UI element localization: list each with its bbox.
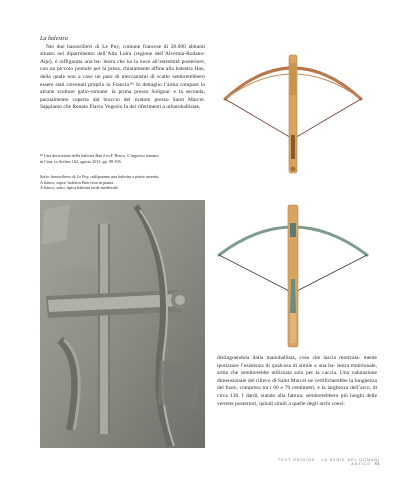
left-body-text — [40, 44, 205, 112]
image-captions — [40, 174, 205, 191]
running-head: TEXT ORIGINE · LA SERIE DEL DOMANI ANTICO — [277, 458, 380, 466]
caption-line: Sotto: bassorilievo di Le Puy, raffigurante una balestra a pietre inserita. — [40, 174, 160, 179]
text-line: tra i 60 e 70 centimetri, e la larghezza dell’arco, di circa 130. — [217, 385, 378, 399]
text-line: verrette posteriori, quindi simili a quelle degli archi coevi. — [217, 400, 345, 407]
right-body-text — [217, 355, 377, 408]
le-puy-relief-image — [40, 200, 205, 448]
text-line: Renato Flavio Vegezio fa dei riferimenti a urbaroballistae, — [72, 104, 201, 111]
han-crossbow-image — [209, 39, 377, 179]
text-line: Marcel ne certificherebbe la lunghezza del fusto, compresa — [217, 377, 377, 392]
text-line: sembrerebbero essere stati rinvenuti proprio in Francia.⁸⁶ In — [40, 73, 205, 88]
section-heading: La balestra — [40, 36, 68, 42]
text-line: della quale non a caso un paio di meccanismi di scatto — [40, 73, 170, 80]
text-line: la caccia. Una valutazione dimensionale del rilievo di Saint — [217, 370, 377, 384]
footnote-line: in Cina, in Archeo 162, agosto 2013, pp. 98-105. — [40, 158, 122, 164]
text-line: 20.000 abitanti situato nel dipartimento dell’Alta Loira — [40, 43, 206, 58]
medieval-crossbow-image — [209, 197, 377, 349]
text-line: distinguendola dalla manuballista, cosa che lascia motivata- — [217, 355, 361, 361]
caption-line: A fianco, sotto: tipica balestra tarda medievale. — [40, 185, 119, 191]
page-folio — [270, 458, 380, 467]
caption-line: A fianco, sopra: balestra Han vista in pianta. — [40, 179, 115, 185]
text-line: dal braccio del tiratore presso Saint Marcel. Sappiamo che — [40, 96, 206, 111]
page-number: 61 — [375, 462, 380, 467]
text-line: pomolo per la presa, chiaramente affine alla balestra Han, — [74, 66, 206, 73]
text-line: la prima presso Solignac e la seconda, parzialmente coperta — [40, 89, 205, 103]
text-line: mente ipotizzare l’esistenza di qualcosa di simile a una ba- — [217, 355, 378, 369]
footnote — [40, 153, 205, 164]
text-line: (regione dell’Alvernia-Rodano-Alpi), è raffigurata una ba- — [40, 51, 206, 65]
text-line: lestra embrionale, arma che sembrerebbe utilizzata solo per — [217, 362, 377, 377]
right-column — [217, 355, 377, 408]
left-column — [40, 36, 205, 112]
footnote-line: ⁸⁶ Una descrizione della balestra Han è in F. Bosco, L’ingresso romano — [40, 153, 159, 158]
text-line: Nei due bassorilievi di Le Puy, comune francese di — [46, 43, 169, 50]
text-line: I dardi, stando alla fattura, sembrerebbero più lunghi delle — [241, 392, 378, 399]
text-line: lestra che ha la noce all’estremità posteriore, con un piccolo — [40, 58, 206, 73]
text-line: dettaglio l’arma compare in alcune sculture gallo-romane: — [40, 81, 205, 96]
